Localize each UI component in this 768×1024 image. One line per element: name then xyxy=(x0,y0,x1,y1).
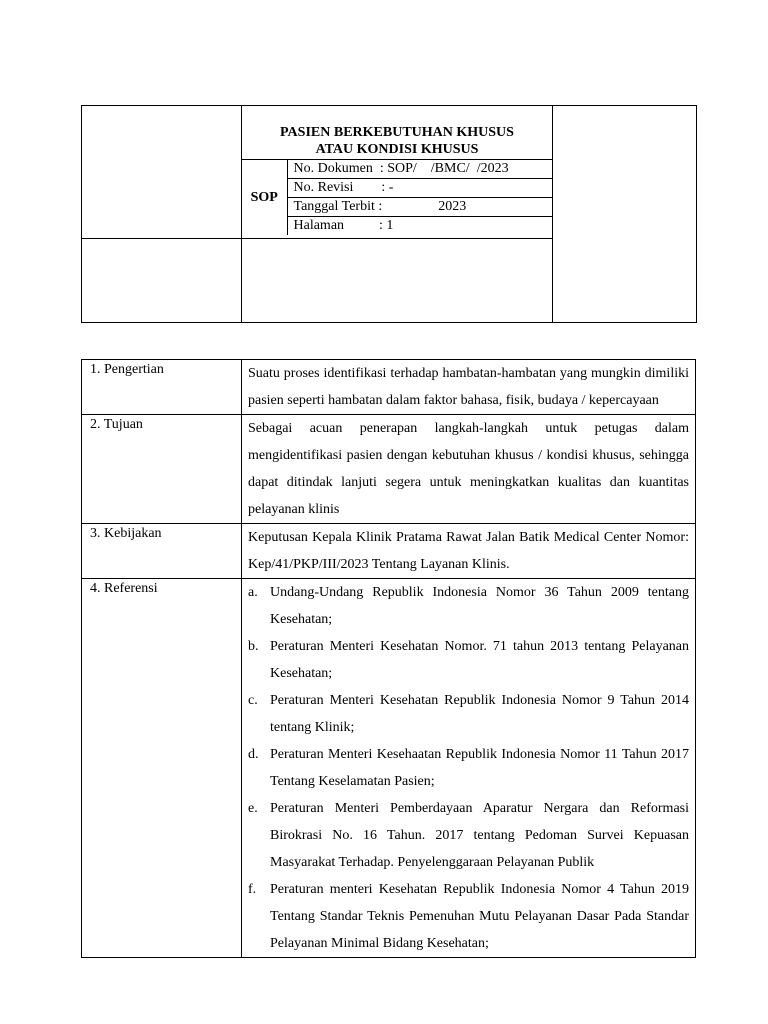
section-text: Suatu proses identifikasi terhadap hambatan-hambatan yang mungkin dimiliki pasien seperti hambatan dalam faktor bahasa, fisik, budaya / kepercayaan xyxy=(248,366,689,408)
no-revisi: No. Revisi : - xyxy=(287,179,552,198)
section-label: 2. Tujuan xyxy=(82,415,242,524)
section-label: 4. Referensi xyxy=(82,579,242,958)
no-dokumen: No. Dokumen : SOP/ /BMC/ /2023 xyxy=(287,160,552,179)
list-text: Undang-Undang Republik Indonesia Nomor 36 Tahun 2009 tentang Kesehatan; xyxy=(270,585,689,627)
bottom-left-cell xyxy=(82,238,242,322)
reference-list xyxy=(248,579,689,957)
section-label: 3. Kebijakan xyxy=(82,524,242,579)
title-line-1: PASIEN BERKEBUTUHAN KHUSUS xyxy=(280,125,514,140)
list-item xyxy=(248,579,689,633)
list-text: Peraturan Menteri Kesehatan Republik Indonesia Nomor 9 Tahun 2014 tentang Klinik; xyxy=(270,693,689,735)
section-text: Keputusan Kepala Klinik Pratama Rawat Jalan Batik Medical Center Nomor: Kep/41/PKP/III/2023 Tentang Layanan Klinis. xyxy=(248,530,689,572)
sop-info-table xyxy=(242,160,552,235)
list-item xyxy=(248,876,689,957)
right-cell xyxy=(553,106,697,323)
sop-label: SOP xyxy=(242,160,287,235)
section-row-tujuan xyxy=(82,415,696,524)
halaman: Halaman : 1 xyxy=(293,218,394,233)
section-label: 1. Pengertian xyxy=(82,360,242,415)
list-marker: c. xyxy=(248,693,258,708)
list-marker: b. xyxy=(248,639,259,654)
list-text: Peraturan menteri Kesehatan Republik Indonesia Nomor 4 Tahun 2019 Tentang Standar Teknis Pemenuhan Mutu Pelayanan Dasar Pada Standar Pelayanan Minimal Bidang Kesehatan; xyxy=(270,882,689,951)
list-item xyxy=(248,633,689,687)
list-marker: d. xyxy=(248,747,259,762)
list-marker: f. xyxy=(248,882,257,897)
sop-header-table xyxy=(81,105,697,323)
list-item xyxy=(248,741,689,795)
title-line-2: ATAU KONDISI KHUSUS xyxy=(315,142,479,157)
list-item xyxy=(248,687,689,741)
logo-cell xyxy=(82,106,242,239)
list-text: Peraturan Menteri Pemberdayaan Aparatur Nergara dan Reformasi Birokrasi No. 16 Tahun. 2017 tentang Pedoman Survei Kepuasan Masyarakat Terhadap. Penyelenggaraan Pelayanan Publik xyxy=(270,801,689,870)
section-row-referensi xyxy=(82,579,696,958)
list-text: Peraturan Menteri Kesehaatan Republik Indonesia Nomor 11 Tahun 2017 Tentang Keselamatan Pasien; xyxy=(270,747,689,789)
title-cell xyxy=(242,106,553,239)
section-row-pengertian xyxy=(82,360,696,415)
section-text: Sebagai acuan penerapan langkah-langkah untuk petugas dalam mengidentifikasi pasien dengan kebutuhan khusus / kondisi khusus, sehingga dapat ditindak lanjuti segera untuk meningkatkan kualitas dan kuantitas pelayanan klinis xyxy=(248,421,689,517)
list-text: Peraturan Menteri Kesehatan Nomor. 71 tahun 2013 tentang Pelayanan Kesehatan; xyxy=(270,639,689,681)
signature-cell xyxy=(242,238,553,322)
sop-content-table xyxy=(81,359,696,958)
tanggal-terbit: Tanggal Terbit : 2023 xyxy=(287,198,552,217)
document-title xyxy=(242,106,552,160)
list-item xyxy=(248,795,689,876)
list-marker: e. xyxy=(248,801,258,816)
list-marker: a. xyxy=(248,585,258,600)
section-row-kebijakan xyxy=(82,524,696,579)
